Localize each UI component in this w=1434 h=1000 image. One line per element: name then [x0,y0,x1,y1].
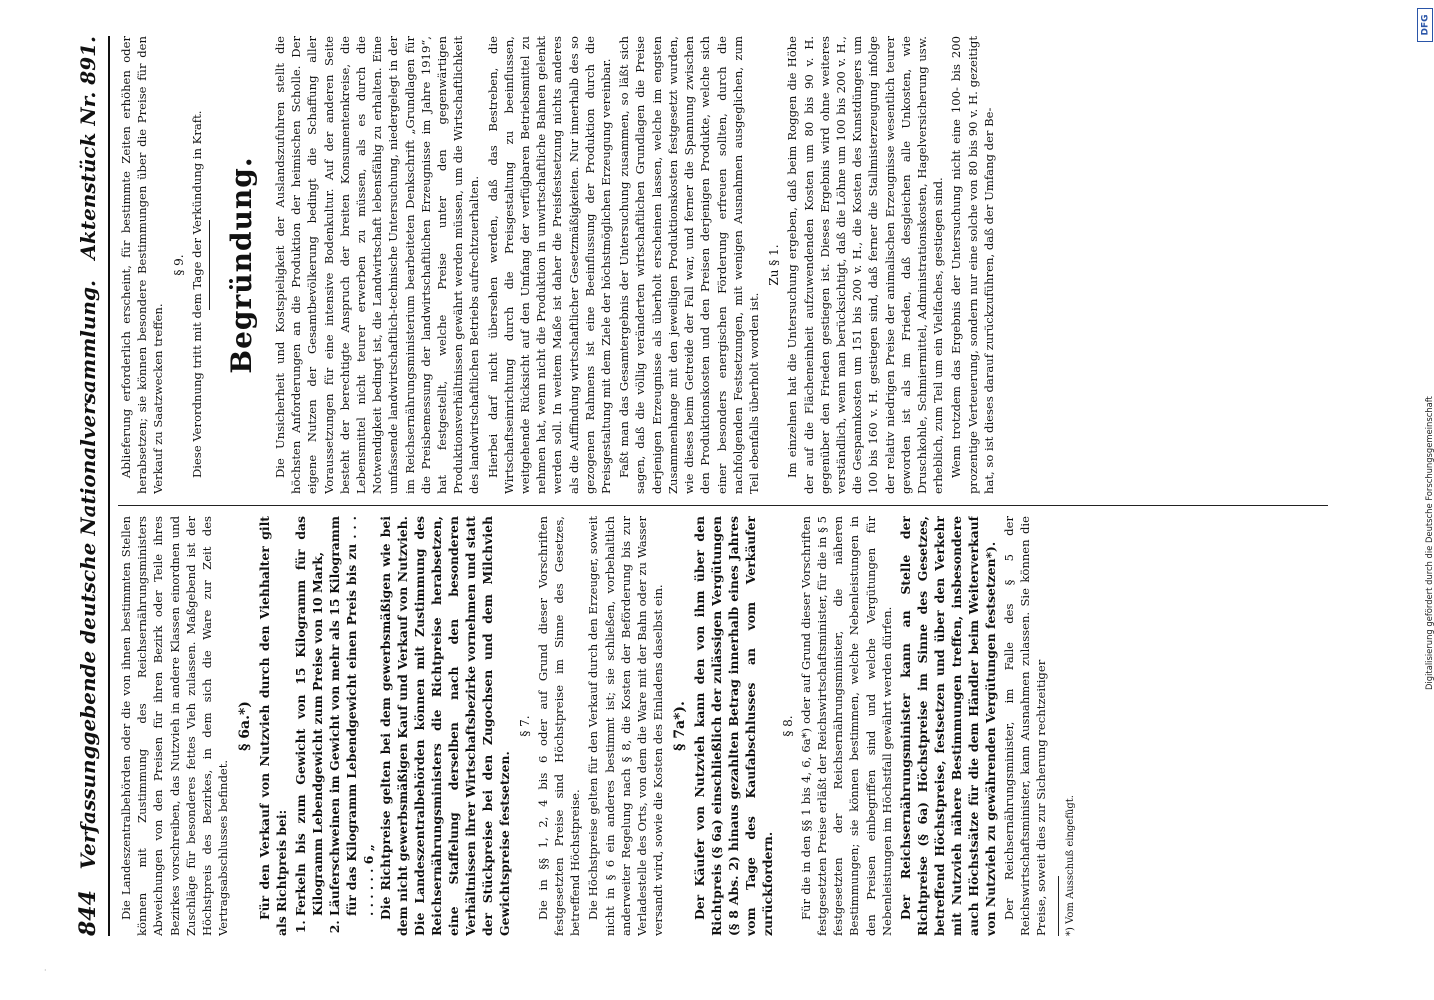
list-item: 2. Läuferschweinen im Gewicht von mehr als 15 Kilogramm für das Kilogramm Lebendgewicht einen Preis bis zu . . . . . . . . . 6 „ [326,516,377,916]
section-title-begruendung: Begründung. [225,156,259,374]
paragraph-bold: Für den Verkauf von Nutzvieh durch den Viehhalter gilt als Richtpreis bei: [256,516,289,936]
page-header [72,36,104,936]
section-heading-zu-1: Zu § 1. [767,244,782,286]
section-heading-6a: § 6a.*) [237,701,254,751]
publication-title: Verfassunggebende deutsche Nationalversammlung. [76,280,100,870]
scan-artifact: · [44,966,47,975]
paragraph: Für die in den §§ 1 bis 4, 6, 6a*) oder auf Grund dieser Vorschriften festgesetzten Preise erläßt der Reichswirtschaftsminister, für die in § 5 festgesetzten der Reichsernährungsminister, die näheren Bestimmungen; sie können bestimmen, welche Nebenleistungen in den Preisen einbegriffen sind und welche Vergütungen für Nebenleistungen im Höchstfall gewährt werden dürfen. [798,516,894,936]
list-item: 1. Ferkeln bis zum Gewicht von 15 Kilogramm für das Kilogramm Lebendgewicht zum Preise von 10 Mark, [292,516,326,916]
paragraph: Wenn trotzdem das Ergebnis der Untersuchung nicht eine 100- bis 200 prozentige Verteuerung, sondern nur eine solche von 80 bis 90 v. H. gezeitigt hat, so ist dieses darauf zurückzuführen, daß der Umfang der Be- [949,36,996,494]
paragraph: Hierbei darf nicht übersehen werden, daß das Bestreben, die Wirtschaftseinrichtung durch die Preisgestaltung zu beeinflussen, weitgehende Rücksicht auf den Umfang der verfügbaren Betriebsmittel zu nehmen hat, wenn nicht die Produktion in unwirtschaftliche Bahnen gelenkt werden soll. In weitem Maße ist daher die Preisfestsetzung nichts anderes als die Auffindung wirtschaftlicher Gesetzmäßigkeiten. Nur innerhalb des so gezogenen Rahmens ist eine Beeinflussung der Produktion durch die Preisgestaltung mit dem Ziele der höchstmöglichen Erzeugung vereinbar. [485,36,614,494]
section-divider [209,220,210,310]
paragraph: Faßt man das Gesamtergebnis der Untersuchung zusammen, so läßt sich sagen, daß die völlig veränderten wirtschaftlichen Grundlagen die Preise derjenigen Erzeugnisse als überholt erscheinen lassen, welche im engsten Zusammenhange mit den jeweiligen Produktionskosten festgesetzt wurden, wie dieses beim Getreide der Fall war, und ferner die Spannung zwischen den Produktionskosten und den Preisen derjenigen Produkte, welche sich einer besonders energischen Förderung erfreuen sollten, durch die nachfolgenden Festsetzungen, mit wenigen Ausnahmen ausgeglichen, zum Teil ebenfalls überholt worden ist. [617,36,761,494]
paragraph: Die in §§ 1, 2, 4 bis 6 oder auf Grund dieser Vorschriften festgesetzten Preise sind Höchstpreise im Sinne des Gesetzes, betreffend Höchstpreise. [535,516,583,936]
right-column [118,36,1328,494]
paragraph: Diese Verordnung tritt mit dem Tage der Verkündung in Kraft. [189,110,204,478]
paragraph: Ablieferung erforderlich erscheint, für bestimmte Zeiten erhöhen oder herabsetzen; sie können besondere Bestimmungen über die Preise für den Verkauf zu Saatzwecken treffen. [119,36,166,494]
section-heading-8: § 8. [780,715,795,737]
section-heading-9: § 9. [171,254,186,276]
page-number: 844 [75,890,101,936]
left-column [118,516,1328,936]
paragraph: Die Höchstpreise gelten für den Verkauf durch den Erzeuger, soweit nicht in § 6 ein anderes bestimmt ist; sie schließen, vorbehaltlich anderweiter Regelung nach § 8, die Kosten der Beförderung bis zur Verladestelle des Orts, von dem die Ware mit der Bahn oder zu Wasser versandt wird, sowie die Kosten des Einladens daselbst ein. [586,516,666,936]
paragraph: Im einzelnen hat die Untersuchung ergeben, daß beim Roggen die Höhe der auf die Flächeneinheit aufzuwendenden Kosten um 80 bis 90 v. H. gegenüber den Frieden gestiegen ist. Dieses Ergebnis wird ohne weiteres verständlich, wenn man berücksichtigt, daß die Löhne um 100 bis 200 v. H., die Gespannkosten um 151 bis 200 v. H., die Kosten des Kunstdüngers um 100 bis 160 v. H. gestiegen sind, daß ferner die Stallmisterzeugung infolge der relativ niedrigen Preise der animalischen Erzeugnisse wesentlich teurer geworden ist als im Frieden, daß desgleichen alle Unkosten, wie Druschkohle, Schmiermittel, Administrationskosten, Hagelversicherung usw. erheblich, zum Teil um ein Vielfaches, gestiegen sind. [785,36,946,494]
paragraph-bold: Der Reichsernährungsminister kann an Stelle der Richtpreise (§ 6a) Höchstpreise im Sinne des Gesetzes, betreffend Höchstpreise, festsetzen und über den Verkehr mit Nutzvieh nähere Bestimmungen treffen, insbesondere auch Höchstsätze für die dem Händler beim Weiterverkauf von Nutzvieh zu gewährenden Vergütungen festsetzen*). [898,516,999,936]
digitization-credit-text: Digitalisierung gefördert durch die Deutsche Forschungsgemeinschaft [1424,396,1434,690]
column-separator [118,505,1328,506]
price-list [292,516,377,936]
footnote: *) Vom Ausschuß eingefügt. [1064,795,1076,936]
dfg-logo [1417,8,1433,42]
paragraph: Die Unsicherheit und Kostspieligkeit der Auslandszufuhren stellt die höchsten Anforderungen an die Produktion der heimischen Scholle. Der eigene Nutzen der Gesamtbevölkerung bedingt die Schaffung aller Voraussetzungen für eine intensive Bodenkultur. Auf der anderen Seite besteht der berechtigte Anspruch der breiten Konsumentenkreise, die Lebensmittel nicht teurer erwerben zu müssen, als es durch die Notwendigkeit bedingt ist, die Landwirtschaft lebensfähig zu erhalten. Eine umfassende landwirtschaftlich-technische Untersuchung, niedergelegt in der im Reichsernährungsministerium bearbeiteten Denkschrift „Grundlagen für die Preisbemessung der landwirtschaftlichen Erzeugnisse im Jahre 1919“, hat festgestellt, welche Preise unter den gegenwärtigen Produktionsverhältnissen gewährt werden müssen, um die Wirtschaftlichkeit des landwirtschaftlichen Betriebs aufrechtzuerhalten. [273,36,482,494]
paragraph-bold: Die Richtpreise gelten bei dem gewerbsmäßigen wie bei dem nicht gewerbsmäßigen Kauf und Verkauf von Nutzvieh. Die Landeszentralbehörden können mit Zustimmung des Reichsernährungsministers die Richtpreise herabsetzen, eine Staffelung derselben nach den besonderen Verhältnissen ihrer Wirtschaftsbezirke vornehmen und statt der Stückpreise bei den Zugochsen und dem Milchvieh Gewichtspreise festsetzen. [377,516,512,936]
section-heading-7a: § 7a*). [672,701,689,751]
paragraph: Die Landeszentralbehörden oder die von ihnen bestimmten Stellen können mit Zustimmung des Reichsernährungsministers Abweichungen von den Preisen für ihren Bezirk oder Teile ihres Bezirkes vorschreiben, das Nutzvieh in andere Klassen einordnen und Zuschläge für besonderes fettes Vieh zulassen. Maßgebend ist der Höchstpreis des Bezirkes, in dem sich die Ware zur Zeit des Vertragsabschlusses befindet. [119,516,231,936]
footnote-rule [1058,876,1059,936]
section-heading-7: § 7. [517,715,532,737]
document-number: Aktenstück Nr. 891. [76,36,100,260]
header-rule [108,36,110,936]
paragraph: Der Reichsernährungsminister, im Falle des § 5 der Reichswirtschaftsminister, kann Ausnahmen zulassen. Sie können die Preise, soweit dies zur Sicherung rechtzeitiger [1002,516,1049,936]
dfg-logo-text: DFG [1420,14,1431,36]
paragraph-bold: Der Käufer von Nutzvieh kann den von ihm über den Richtpreis (§ 6a) einschließlich der zulässigen Vergütungen (§ 8 Abs. 2) hinaus gezahlten Betrag innerhalb eines Jahres vom Tage des Kaufabschlusses an vom Verkäufer zurückfordern. [691,516,775,936]
